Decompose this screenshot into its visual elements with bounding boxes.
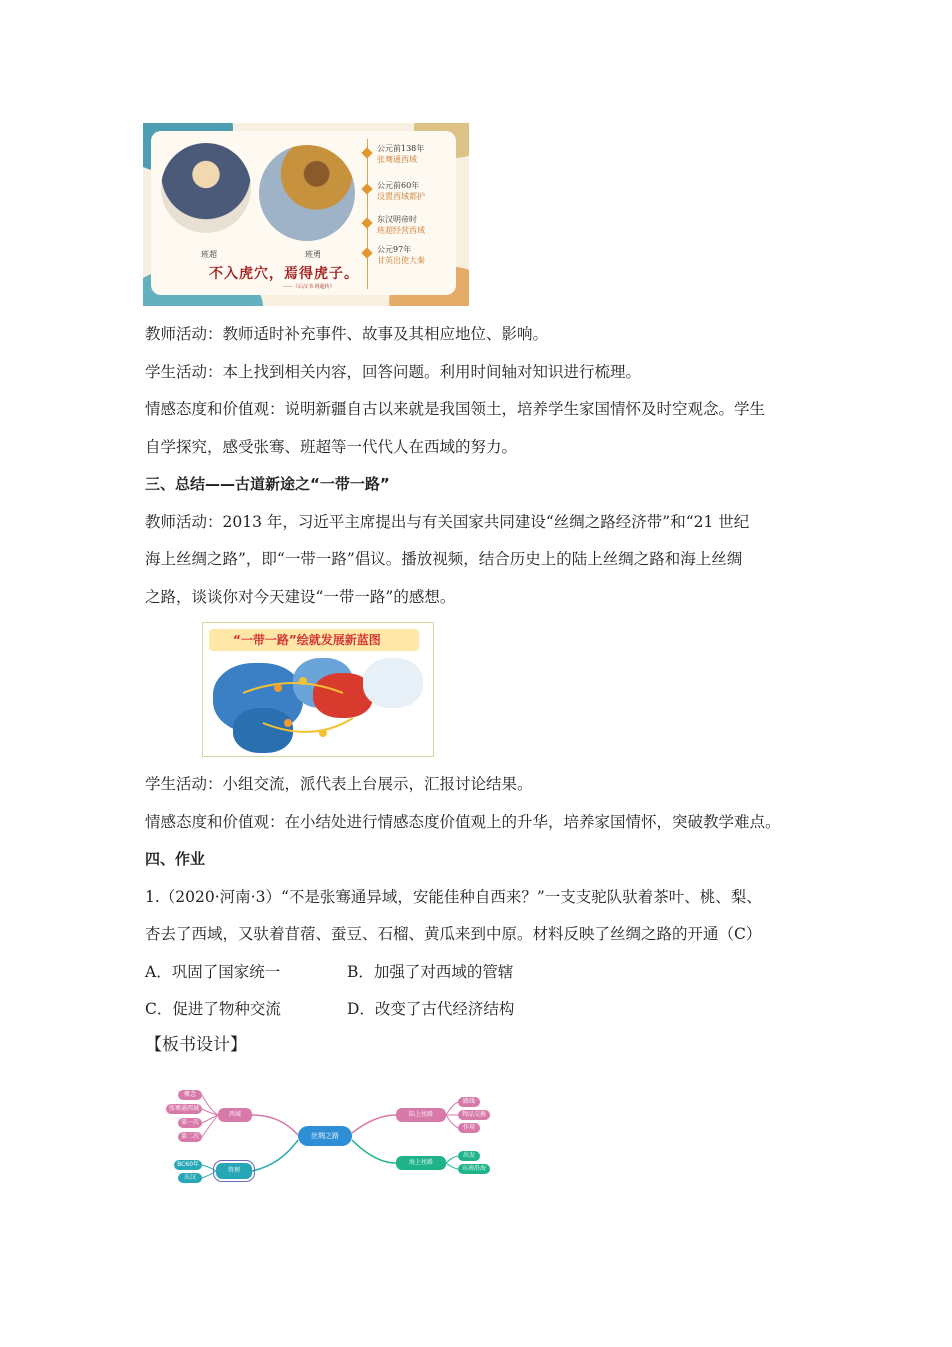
mind-node-center: 丝绸之路 (298, 1126, 352, 1146)
ban-yong-portrait (259, 145, 355, 241)
mind-node-leaf: 第二次 (178, 1132, 202, 1142)
option-c: C．促进了物种交流 (145, 1000, 281, 1018)
mind-node-leaf: 概念 (178, 1090, 202, 1100)
portrait-caption: 班超 (201, 250, 217, 259)
timeline-entry: 公元97年 甘英出使大秦 (377, 245, 425, 265)
mind-node-leaf: 出发 (458, 1151, 480, 1161)
timeline-entry: 公元前138年 张骞通西域 (377, 144, 425, 164)
ban-chao-portrait (161, 143, 251, 233)
option-d: D．改变了古代经济结构 (347, 1000, 515, 1018)
mind-node-leaf: 路线 (458, 1097, 480, 1107)
student-activity: 学生活动：小组交流，派代表上台展示，汇报讨论结果。 (145, 775, 533, 793)
mind-node-leaf: 作用 (458, 1123, 480, 1133)
option-a: A．巩固了国家统一 (145, 963, 281, 981)
history-figures-image (143, 123, 469, 306)
mind-node-leaf: 第一次 (178, 1118, 202, 1128)
board-design-title: 【板书设计】 (145, 1035, 247, 1055)
values-text: 自学探究，感受张骞、班超等一代代人在西域的努力。 (145, 438, 518, 456)
mind-node-leaf: 东南沿海 (458, 1164, 490, 1174)
belt-road-map-image (202, 622, 434, 757)
mind-node-guanli: 管理 (216, 1163, 252, 1179)
timeline-entry: 东汉明帝时 班超经营西域 (377, 215, 425, 235)
values-text: 情感态度和价值观：说明新疆自古以来就是我国领土，培养学生家国情怀及时空观念。学生 (145, 400, 766, 418)
motto-source: ——《后汉书·班超传》 (283, 284, 335, 290)
teacher-activity: 教师活动：2013 年，习近平主席提出与有关国家共同建设“丝绸之路经济带”和“21 世纪 (145, 513, 750, 531)
option-b: B．加强了对西域的管辖 (347, 963, 514, 981)
teacher-activity: 海上丝绸之路”，即“一带一路”倡议。播放视频，结合历史上的陆上丝绸之路和海上丝绸 (145, 550, 743, 568)
teacher-activity: 之路，谈谈你对今天建设“一带一路”的感想。 (145, 588, 456, 606)
mind-node-leaf: BC60年 (174, 1160, 202, 1170)
question-text: 1.（2020·河南·3）“不是张骞通异域，安能佳种自西来？”一支支驼队驮着茶叶、桃、梨、 (145, 888, 762, 906)
motto-text: 不入虎穴，焉得虎子。 (209, 266, 359, 282)
timeline-line (367, 139, 368, 289)
mind-node-land-route: 陆上丝路 (396, 1108, 446, 1122)
mind-node-xiyu: 西域 (218, 1108, 252, 1122)
board-mind-map (160, 1085, 500, 1190)
mind-node-leaf: 东汉 (178, 1173, 202, 1183)
section-heading: 四、作业 (145, 850, 206, 868)
mind-node-leaf: 张骞通西域 (166, 1104, 202, 1114)
mind-node-leaf: 物品交换 (458, 1110, 490, 1120)
route-lines (203, 623, 433, 756)
student-activity: 学生活动：本上找到相关内容，回答问题。利用时间轴对知识进行梳理。 (145, 363, 642, 381)
mind-node-sea-route: 海上丝路 (396, 1156, 446, 1170)
question-text: 杏去了西域，又驮着苜蓿、蚕豆、石榴、黄瓜来到中原。材料反映了丝绸之路的开通（C） (145, 925, 762, 943)
section-heading: 三、总结——古道新途之“一带一路” (145, 475, 390, 493)
map-banner-text: “一带一路”绘就发展新蓝图 (233, 633, 381, 647)
teacher-activity: 教师活动：教师适时补充事件、故事及其相应地位、影响。 (145, 325, 549, 343)
values-text: 情感态度和价值观：在小结处进行情感态度价值观上的升华，培养家国情怀，突破教学难点。 (145, 813, 781, 831)
portrait-caption: 班勇 (305, 250, 321, 259)
timeline-entry: 公元前60年 设置西域都护 (377, 181, 425, 201)
